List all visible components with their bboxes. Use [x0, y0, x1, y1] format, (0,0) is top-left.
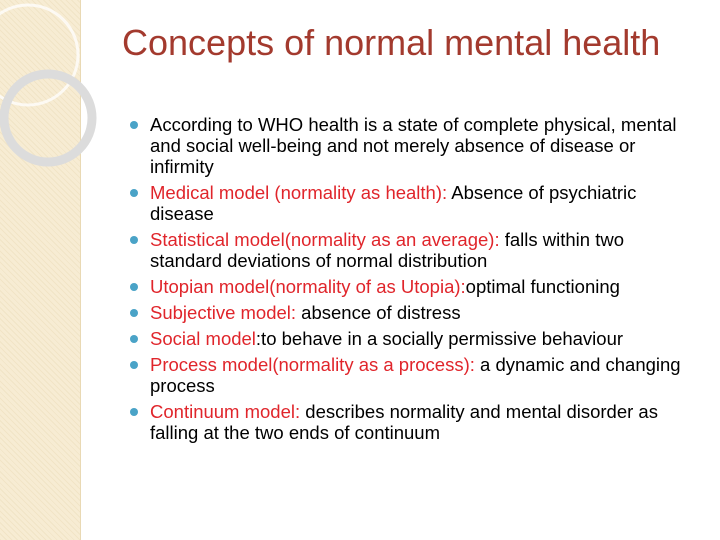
- decorative-sidebar: [0, 0, 81, 540]
- bullet-text: According to WHO health is a state of complete physical, mental and social well-being and not merely absence of disease or infirmity: [150, 114, 677, 177]
- bullet-dot-icon: [130, 236, 138, 244]
- bullet-lead: Continuum model:: [150, 401, 306, 422]
- bullet-text: a dynamic and changing process: [150, 354, 681, 396]
- bullet-item: [130, 401, 695, 443]
- bullet-dot-icon: [130, 309, 138, 317]
- bullet-lead: Subjective model:: [150, 302, 302, 323]
- bullet-dot-icon: [130, 361, 138, 369]
- bullet-text: :to behave in a socially permissive behaviour: [255, 328, 624, 349]
- bullet-lead: Utopian model(normality of as Utopia):: [150, 276, 466, 297]
- bullet-item: [130, 229, 695, 271]
- bullet-item: [130, 114, 695, 177]
- bullet-dot-icon: [130, 283, 138, 291]
- bullet-dot-icon: [130, 335, 138, 343]
- bullet-lead: Process model(normality as a process):: [150, 354, 481, 375]
- bullet-dot-icon: [130, 408, 138, 416]
- bullet-item: [130, 354, 695, 396]
- bullet-text: describes normality and mental disorder as falling at the two ends of continuum: [150, 401, 658, 443]
- bullet-dot-icon: [130, 189, 138, 197]
- bullet-text: Absence of psychiatric disease: [150, 182, 637, 224]
- bullet-list: [130, 114, 695, 448]
- bullet-item: [130, 302, 695, 323]
- bullet-lead: Statistical model(normality as an average):: [150, 229, 505, 250]
- decorative-rings: [0, 0, 120, 200]
- bullet-dot-icon: [130, 121, 138, 129]
- bullet-item: [130, 182, 695, 224]
- bullet-text: absence of distress: [301, 302, 461, 323]
- bullet-text: falls within two standard deviations of normal distribution: [150, 229, 624, 271]
- bullet-item: [130, 328, 695, 349]
- bullet-lead: Medical model (normality as health):: [150, 182, 452, 203]
- slide-title: Concepts of normal mental health: [122, 22, 661, 63]
- bullet-lead: Social model: [150, 328, 256, 349]
- bullet-item: [130, 276, 695, 297]
- bullet-text: optimal functioning: [465, 276, 620, 297]
